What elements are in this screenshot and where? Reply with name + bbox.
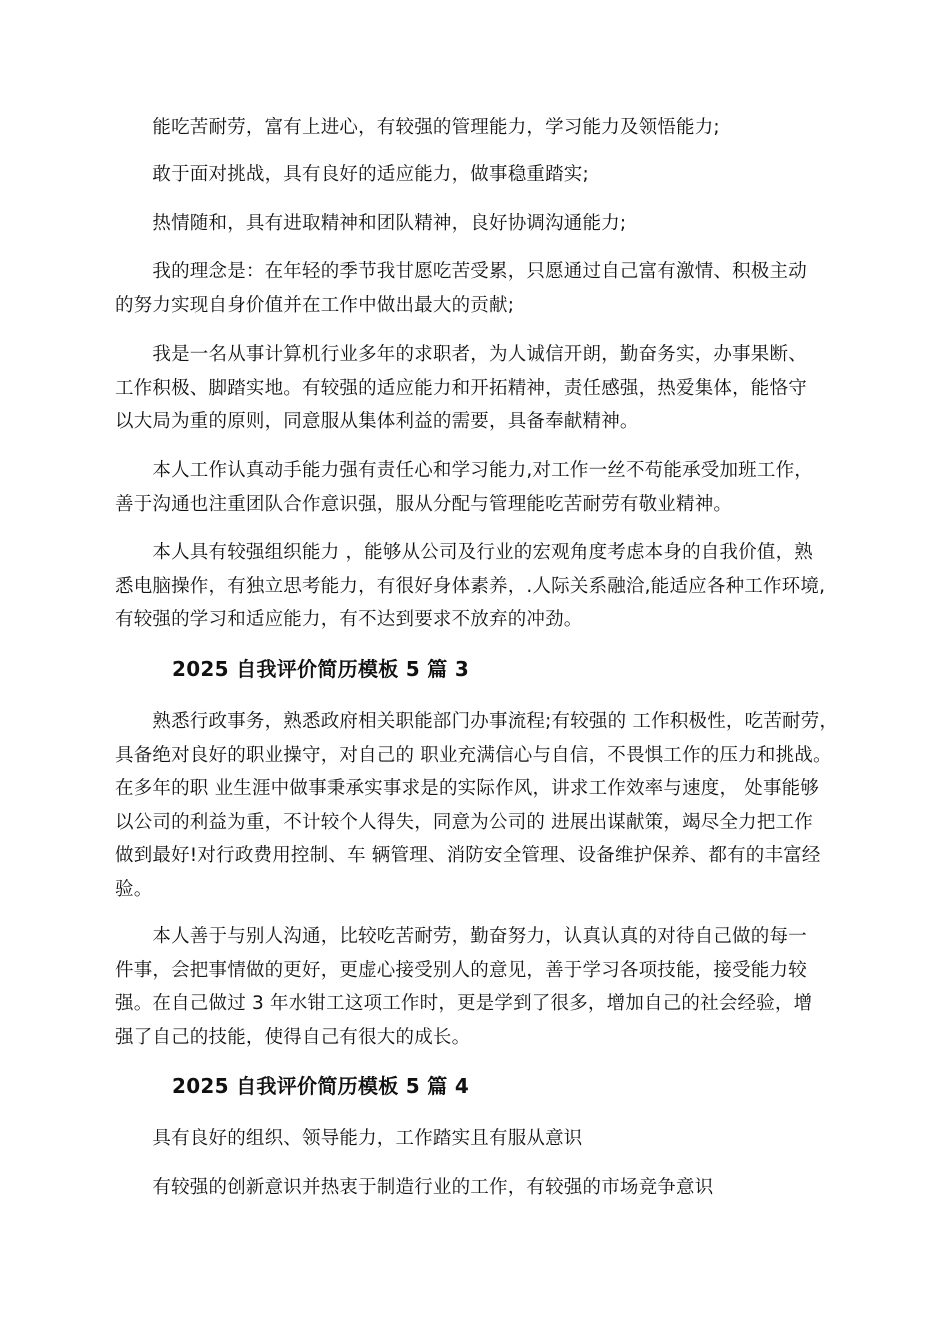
text-line: 敢于面对挑战，具有良好的适应能力，做事稳重踏实; (115, 164, 589, 185)
paragraph (115, 111, 850, 145)
text-line: 善于沟通也注重团队合作意识强，服从分配与管理能吃苦耐劳有敬业精神。 (115, 493, 733, 515)
paragraph (115, 920, 850, 1054)
text-line: 本人具有较强组织能力 ，能够从公司及行业的宏观角度考虑本身的自我价值，熟 (115, 542, 813, 563)
text-line: 做到最好!对行政费用控制、车 辆管理、消防安全管理、设备维护保养、都有的丰富经 (115, 845, 821, 866)
text-line: 强。在自己做过 3 年水钳工这项工作时，更是学到了很多，增加自己的社会经验，增 (115, 993, 813, 1014)
paragraph (115, 158, 850, 192)
text-line: 在多年的职 业生涯中做事秉承实事求是的实际作风，讲求工作效率与速度， 处事能够 (115, 778, 820, 799)
text-line: 具有良好的组织、领导能力，工作踏实且有服从意识 (115, 1128, 583, 1149)
section-heading: 2025 自我评价简历模板 5 篇 3 (172, 657, 470, 681)
paragraph (115, 705, 850, 906)
text-line: 能吃苦耐劳，富有上进心，有较强的管理能力，学习能力及领悟能力; (115, 117, 720, 138)
text-line: 具备绝对良好的职业操守，对自己的 职业充满信心与自信，不畏惧工作的压力和挑战。 (115, 744, 832, 766)
text-line: 有较强的创新意识并热衷于制造行业的工作，有较强的市场竞争意识 (115, 1177, 714, 1198)
paragraph (115, 1122, 850, 1156)
text-line: 有较强的学习和适应能力，有不达到要求不放弃的冲劲。 (115, 609, 583, 630)
paragraph (115, 255, 850, 322)
text-line: 热情随和，具有进取精神和团队精神，良好协调沟通能力; (115, 213, 627, 234)
text-line: 以大局为重的原则，同意服从集体利益的需要，具备奉献精神。 (115, 411, 639, 432)
text-line: 的努力实现自身价值并在工作中做出最大的贡献; (115, 294, 515, 316)
text-line: 强了自己的技能，使得自己有很大的成长。 (115, 1026, 471, 1048)
text-line: 件事，会把事情做的更好，更虚心接受别人的意见，善于学习各项技能，接受能力较 (115, 959, 807, 981)
text-line: 本人善于与别人沟通，比较吃苦耐劳，勤奋努力，认真认真的对待自己做的每一 (115, 926, 807, 947)
text-line: 悉电脑操作，有独立思考能力，有很好身体素养，.人际关系融洽,能适应各种工作环境, (115, 575, 826, 597)
text-line: 以公司的利益为重，不计较个人得失，同意为公司的 进展出谋献策，竭尽全力把工作 (115, 811, 813, 833)
section-heading: 2025 自我评价简历模板 5 篇 4 (172, 1074, 470, 1098)
paragraph (115, 338, 850, 439)
text-line: 本人工作认真动手能力强有责任心和学习能力,对工作一丝不苟能承受加班工作， (115, 460, 813, 481)
text-line: 我是一名从事计算机行业多年的求职者，为人诚信开朗，勤奋务实，办事果断、 (115, 344, 807, 365)
paragraph (115, 207, 850, 241)
text-line: 熟悉行政事务，熟悉政府相关职能部门办事流程;有较强的 工作积极性，吃苦耐劳， (115, 711, 839, 732)
text-line: 工作积极、脚踏实地。有较强的适应能力和开拓精神，责任感强，热爱集体，能恪守 (115, 377, 807, 399)
text-line: 验。 (115, 878, 153, 900)
text-line: 我的理念是：在年轻的季节我甘愿吃苦受累，只愿通过自己富有激情、积极主动 (115, 261, 807, 282)
paragraph (115, 1171, 850, 1205)
paragraph (115, 454, 850, 521)
paragraph (115, 536, 850, 637)
